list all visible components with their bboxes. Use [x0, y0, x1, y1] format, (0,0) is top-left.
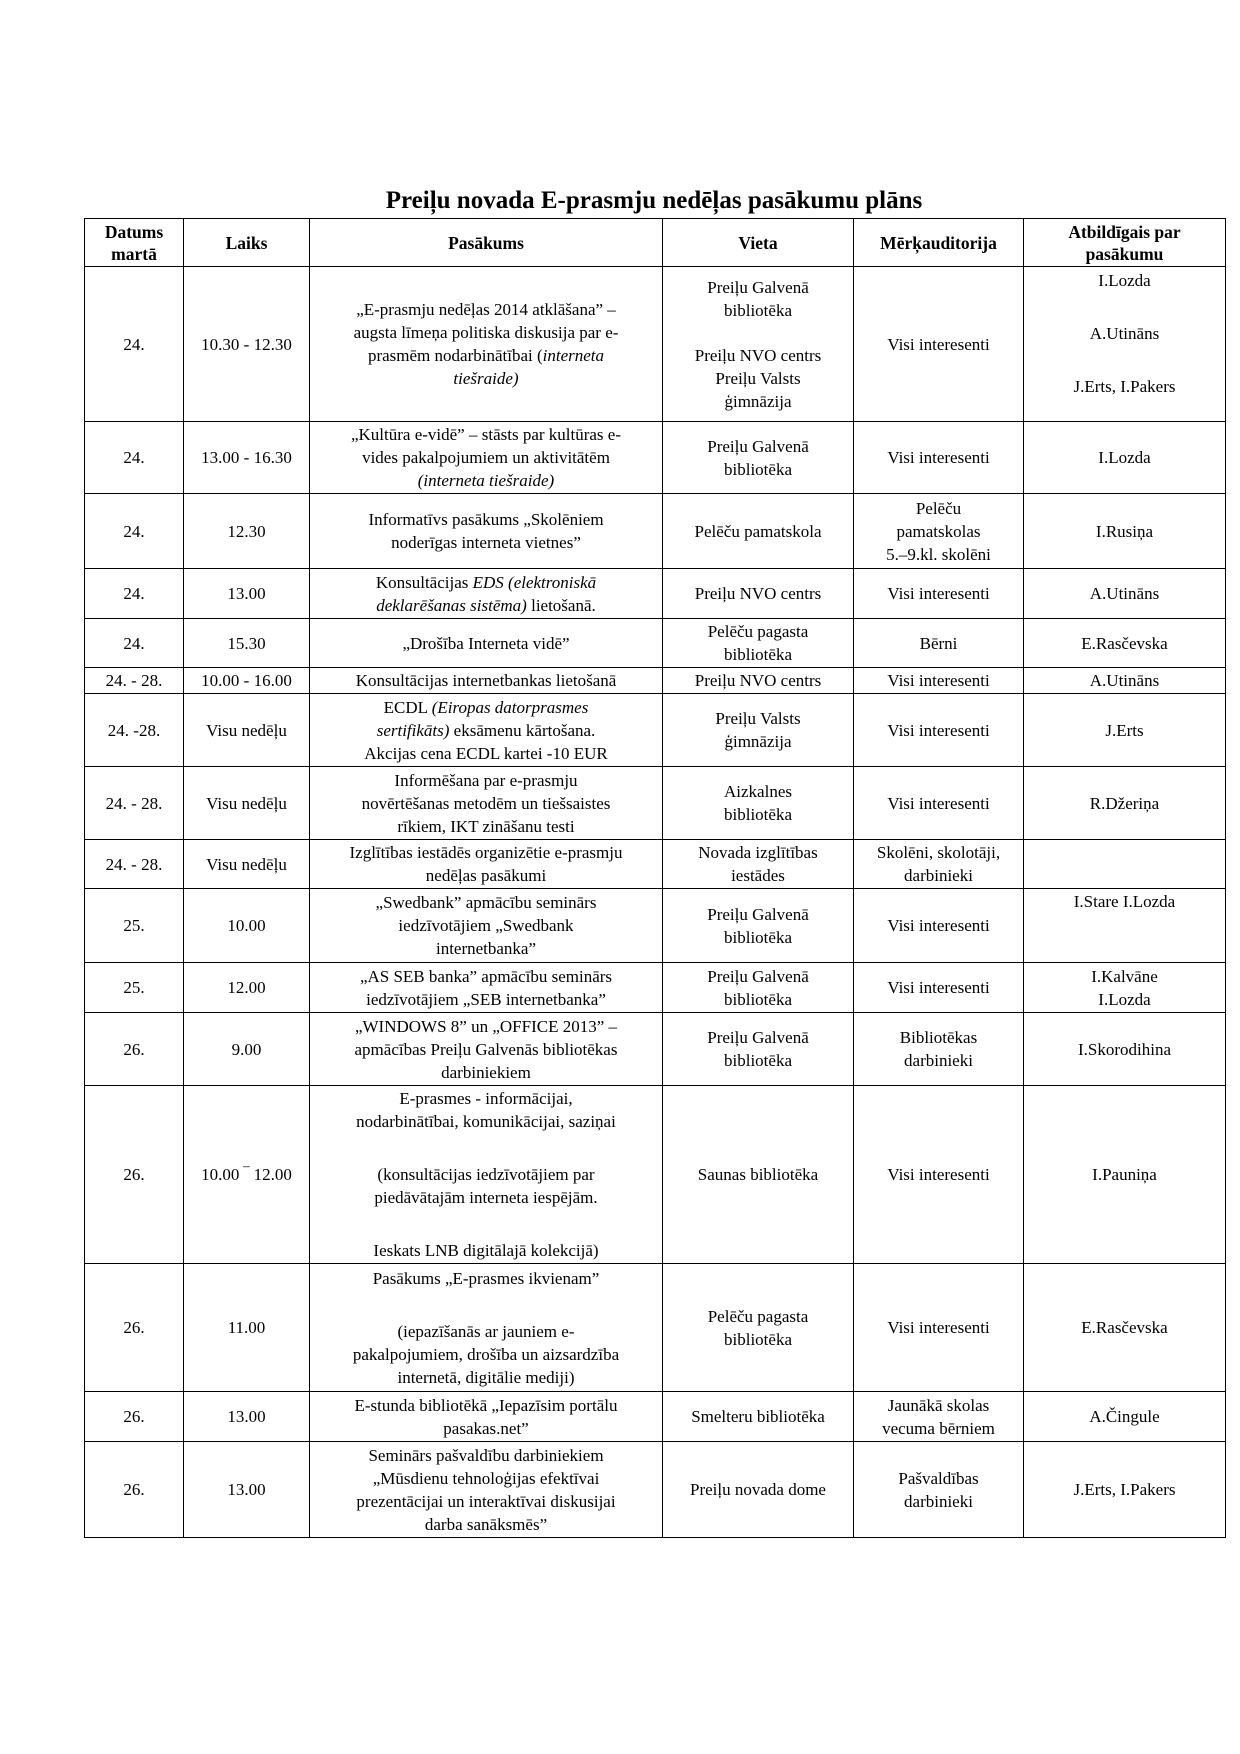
cell-event: Informatīvs pasākums „Skolēniem noderīgas interneta vietnes” — [310, 494, 663, 569]
cell-date: 26. — [85, 1392, 184, 1442]
cell-time: 11.00 — [184, 1264, 310, 1392]
cell-place: Pelēču pamatskola — [663, 494, 854, 569]
cell-responsible: E.Rasčevska — [1024, 1264, 1226, 1392]
cell-time: 13.00 - 16.30 — [184, 422, 310, 494]
header-place: Vieta — [663, 219, 854, 267]
cell-place: Pelēču pagasta bibliotēka — [663, 1264, 854, 1392]
table-row — [85, 694, 1226, 767]
cell-event: „AS SEB banka” apmācību seminārs iedzīvotājiem „SEB internetbanka” — [310, 963, 663, 1013]
cell-responsible: I.Rusiņa — [1024, 494, 1226, 569]
cell-date: 25. — [85, 963, 184, 1013]
cell-audience: Visi interesenti — [854, 694, 1024, 767]
cell-event: Seminārs pašvaldību darbiniekiem „Mūsdienu tehnoloģijas efektīvai prezentācijai un interaktīvai diskusijai darba sanāksmēs” — [310, 1442, 663, 1538]
cell-event: ECDL (Eiropas datorprasmes sertifikāts) eksāmenu kārtošana. Akcijas cena ECDL kartei -10 EUR — [310, 694, 663, 767]
cell-date: 26. — [85, 1264, 184, 1392]
cell-time: Visu nedēļu — [184, 694, 310, 767]
cell-responsible: I.Pauniņa — [1024, 1086, 1226, 1264]
cell-time: 10.00 - 16.00 — [184, 668, 310, 694]
cell-date: 24. — [85, 422, 184, 494]
cell-place: Smelteru bibliotēka — [663, 1392, 854, 1442]
cell-place: Preiļu Valsts ģimnāzija — [663, 694, 854, 767]
table-row — [85, 1442, 1226, 1538]
header-date: Datums martā — [85, 219, 184, 267]
cell-place: Preiļu Galvenā bibliotēka — [663, 889, 854, 963]
cell-place: Preiļu Galvenā bibliotēka — [663, 963, 854, 1013]
cell-audience: Pašvaldības darbinieki — [854, 1442, 1024, 1538]
header-responsible: Atbildīgais par pasākumu — [1024, 219, 1226, 267]
cell-time: 10.00 — [184, 889, 310, 963]
cell-place: Pelēču pagasta bibliotēka — [663, 619, 854, 668]
cell-event: Pasākums „E-prasmes ikvienam” (iepazīšanās ar jauniem e- pakalpojumiem, drošība un aizsardzība internetā, digitālie mediji) — [310, 1264, 663, 1392]
cell-place: Aizkalnes bibliotēka — [663, 767, 854, 840]
cell-time: Visu nedēļu — [184, 840, 310, 889]
table-row — [85, 963, 1226, 1013]
cell-time: 12.00 — [184, 963, 310, 1013]
cell-audience: Jaunākā skolas vecuma bērniem — [854, 1392, 1024, 1442]
cell-responsible: I.Skorodihina — [1024, 1013, 1226, 1086]
cell-audience: Visi interesenti — [854, 267, 1024, 422]
cell-date: 24. — [85, 494, 184, 569]
cell-audience: Skolēni, skolotāji, darbinieki — [854, 840, 1024, 889]
table-row — [85, 569, 1226, 619]
page-title: Preiļu novada E-prasmju nedēļas pasākumu plāns — [385, 187, 923, 214]
cell-date: 26. — [85, 1013, 184, 1086]
table-row — [85, 619, 1226, 668]
cell-responsible: A.Utināns — [1024, 668, 1226, 694]
table-row — [85, 267, 1226, 422]
cell-audience: Visi interesenti — [854, 569, 1024, 619]
cell-responsible: I.Lozda A.Utināns J.Erts, I.Pakers — [1024, 267, 1226, 422]
cell-event: E-stunda bibliotēkā „Iepazīsim portālu pasakas.net” — [310, 1392, 663, 1442]
cell-time: 10.30 - 12.30 — [184, 267, 310, 422]
table-row — [85, 422, 1226, 494]
table-row — [85, 1264, 1226, 1392]
table-row — [85, 767, 1226, 840]
cell-date: 25. — [85, 889, 184, 963]
cell-event: Konsultācijas internetbankas lietošanā — [310, 668, 663, 694]
cell-place: Saunas bibliotēka — [663, 1086, 854, 1264]
cell-event: „E-prasmju nedēļas 2014 atklāšana” – augsta līmeņa politiska diskusija par e- prasmēm nodarbinātībai (interneta tiešraide) — [310, 267, 663, 422]
cell-responsible: E.Rasčevska — [1024, 619, 1226, 668]
table-row — [85, 840, 1226, 889]
cell-date: 24. -28. — [85, 694, 184, 767]
cell-audience: Visi interesenti — [854, 963, 1024, 1013]
cell-time: 10.00 ‾ 12.00 — [184, 1086, 310, 1264]
cell-event: „Swedbank” apmācību seminārs iedzīvotājiem „Swedbank internetbanka” — [310, 889, 663, 963]
cell-place: Preiļu NVO centrs — [663, 569, 854, 619]
cell-place: Preiļu Galvenā bibliotēka — [663, 422, 854, 494]
cell-audience: Visi interesenti — [854, 1086, 1024, 1264]
header-time: Laiks — [184, 219, 310, 267]
cell-date: 26. — [85, 1442, 184, 1538]
cell-place: Preiļu NVO centrs — [663, 668, 854, 694]
cell-event: Konsultācijas EDS (elektroniskā deklarēšanas sistēma) lietošanā. — [310, 569, 663, 619]
cell-event: „Kultūra e-vidē” – stāsts par kultūras e- vides pakalpojumiem un aktivitātēm (interneta tiešraide) — [310, 422, 663, 494]
cell-audience: Visi interesenti — [854, 422, 1024, 494]
cell-responsible: I.Lozda — [1024, 422, 1226, 494]
cell-time: 13.00 — [184, 1442, 310, 1538]
cell-date: 24. — [85, 267, 184, 422]
cell-event: „Drošība Interneta vidē” — [310, 619, 663, 668]
cell-event: „WINDOWS 8” un „OFFICE 2013” – apmācības Preiļu Galvenās bibliotēkas darbiniekiem — [310, 1013, 663, 1086]
table-row — [85, 1392, 1226, 1442]
cell-time: 9.00 — [184, 1013, 310, 1086]
cell-time: 15.30 — [184, 619, 310, 668]
cell-time: 13.00 — [184, 569, 310, 619]
cell-date: 26. — [85, 1086, 184, 1264]
cell-audience: Visi interesenti — [854, 1264, 1024, 1392]
cell-date: 24. - 28. — [85, 767, 184, 840]
cell-event: Izglītības iestādēs organizētie e-prasmju nedēļas pasākumi — [310, 840, 663, 889]
cell-time: Visu nedēļu — [184, 767, 310, 840]
header-audience: Mērķauditorija — [854, 219, 1024, 267]
cell-place: Preiļu novada dome — [663, 1442, 854, 1538]
header-row — [85, 219, 1226, 267]
cell-audience: Bibliotēkas darbinieki — [854, 1013, 1024, 1086]
cell-audience: Visi interesenti — [854, 889, 1024, 963]
cell-time: 12.30 — [184, 494, 310, 569]
cell-audience: Pelēču pamatskolas 5.–9.kl. skolēni — [854, 494, 1024, 569]
cell-place: Preiļu Galvenā bibliotēka — [663, 1013, 854, 1086]
cell-audience: Visi interesenti — [854, 767, 1024, 840]
cell-responsible — [1024, 840, 1226, 889]
cell-date: 24. — [85, 619, 184, 668]
table-row — [85, 889, 1226, 963]
cell-audience: Visi interesenti — [854, 668, 1024, 694]
cell-time: 13.00 — [184, 1392, 310, 1442]
cell-event: E-prasmes - informācijai, nodarbinātībai, komunikācijai, saziņai (konsultācijas iedzīvotājiem par piedāvātajām interneta iespējām. Ieskats LNB digitālajā kolekcijā) — [310, 1086, 663, 1264]
cell-place: Preiļu Galvenā bibliotēka Preiļu NVO centrs Preiļu Valsts ģimnāzija — [663, 267, 854, 422]
cell-date: 24. - 28. — [85, 668, 184, 694]
table-row — [85, 668, 1226, 694]
cell-responsible: J.Erts, I.Pakers — [1024, 1442, 1226, 1538]
table-row — [85, 494, 1226, 569]
table-row — [85, 1013, 1226, 1086]
cell-date: 24. - 28. — [85, 840, 184, 889]
cell-responsible: A.Čingule — [1024, 1392, 1226, 1442]
table-row — [85, 1086, 1226, 1264]
cell-event: Informēšana par e-prasmju novērtēšanas metodēm un tiešsaistes rīkiem, IKT zināšanu testi — [310, 767, 663, 840]
cell-place: Novada izglītības iestādes — [663, 840, 854, 889]
cell-responsible: J.Erts — [1024, 694, 1226, 767]
events-table — [84, 218, 1226, 1538]
cell-responsible: A.Utināns — [1024, 569, 1226, 619]
cell-responsible: I.Kalvāne I.Lozda — [1024, 963, 1226, 1013]
cell-responsible: R.Džeriņa — [1024, 767, 1226, 840]
header-event: Pasākums — [310, 219, 663, 267]
cell-audience: Bērni — [854, 619, 1024, 668]
cell-responsible: I.Stare I.Lozda — [1024, 889, 1226, 963]
cell-date: 24. — [85, 569, 184, 619]
